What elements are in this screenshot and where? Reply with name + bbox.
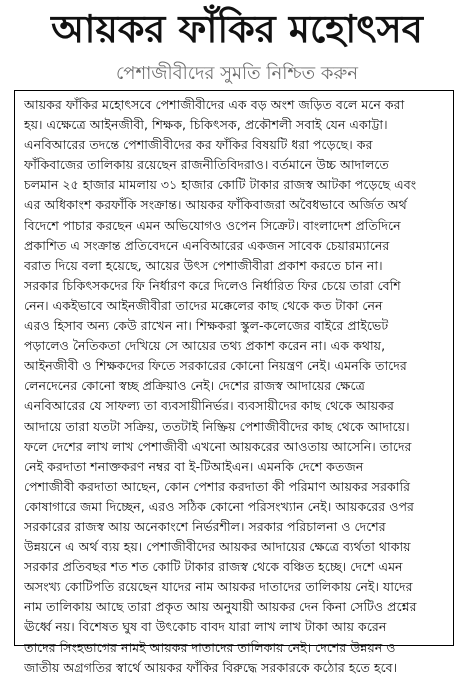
article-body-line: কোষাগারে জমা দিচ্ছেন, এরও সঠিক কোনো পরিসংখ্যান নেই। আয়করের ওপর xyxy=(24,498,414,514)
article-body-line: লেনদেনের কোনো স্বচ্ছ প্রক্রিয়াও নেই। দেশের রাজস্ব আদায়ের ক্ষেত্রে xyxy=(24,378,365,394)
article-body-line: এনবিআরের যে সাফল্য তা ব্যবসায়ীনির্ভর। ব্যবসায়ীদের কাছ থেকে আয়কর xyxy=(24,398,394,414)
article-body-line: আইনজীবী ও শিক্ষকদের ফিতে সরকারের কোনো নিয়ন্ত্রণ নেই। এমনকি তাদের xyxy=(24,358,407,374)
article-body-line: পেশাজীবী করদাতা আছেন, কোন পেশার করদাতা কী পরিমাণ আয়কর সরকারি xyxy=(24,478,411,494)
article-body-line: চলমান ২৫ হাজার মামলায় ৩১ হাজার কোটি টাকার রাজস্ব আটকা পড়েছে এবং xyxy=(24,177,417,193)
article-body-line: পড়ালেও নৈতিকতা দেখিয়ে সে আয়ের তথ্য প্রকাশ করেন না। এক কথায়, xyxy=(24,338,386,354)
article-body-line: ঊর্ধ্বে নয়। বিশেষত ঘুষ বা উৎকোচ বাবদ যারা লাখ লাখ টাকা আয় করেন xyxy=(24,619,387,635)
article-body-line: ফাঁকিবাজের তালিকায় রয়েছেন রাজনীতিবিদরাও। বর্তমানে উচ্চ আদালতে xyxy=(24,157,389,173)
article-body-line: আদায়ে তারা যতটা সক্রিয়, ততটাই নিষ্ক্রিয় পেশাজীবীদের কাছ থেকে আদায়ে। xyxy=(24,418,410,434)
article-body-line: সরকারের রাজস্ব আয় অনেকাংশে নির্ভরশীল। সরকার পরিচালনা ও দেশের xyxy=(24,518,386,534)
article-body-line: তাদের সিংহভাগের নামই আয়কর দাতাদের তালিকায় নেই। দেশের উন্নয়ন ও xyxy=(24,639,396,655)
article-body-line: নেই করদাতা শনাক্তকরণ নম্বর বা ই-টিআইএন। এমনকি দেশে কতজন xyxy=(24,458,364,474)
article-body-line: নেন। একইভাবে আইনজীবীরা তাদের মক্কেলের কাছ থেকে কত টাকা নেন xyxy=(24,297,383,313)
article-body-line: এনবিআরের তদন্তে পেশাজীবীদের কর ফাঁকির বিষয়টি ধরা পড়েছে। কর xyxy=(24,137,373,153)
article-headline: আয়কর ফাঁকির মহোৎসব xyxy=(51,6,423,51)
article-subheadline: পেশাজীবীদের সুমতি নিশ্চিত করুন xyxy=(115,63,359,84)
article-body-line: সরকার প্রতিবছর শত শত কোটি টাকার রাজস্ব থেকে বঞ্চিত হচ্ছে। দেশে এমন xyxy=(24,559,403,575)
article-body-line: সরকার চিকিৎসকদের ফি নির্ধারণ করে দিলেও নির্ধারিত ফির চেয়ে তারা বেশি xyxy=(24,277,401,293)
article-body-line: অসংখ্য কোটিপতি রয়েছেন যাদের নাম আয়কর দাতাদের তালিকায় নেই। যাদের xyxy=(24,579,413,595)
article-body-line: বরাত দিয়ে বলা হয়েছে, আয়ের উৎস পেশাজীবীরা প্রকাশ করতে চান না। xyxy=(24,257,383,273)
article-body-line: প্রকাশিত এ সংক্রান্ত প্রতিবেদনে এনবিআরের একজন সাবেক চেয়ারম্যানের xyxy=(24,237,390,253)
article-body-line: নাম তালিকায় আছে তারা প্রকৃত আয় অনুযায়ী আয়কর দেন কিনা সেটিও প্রশ্নের xyxy=(24,599,417,615)
article-body-line: আয়কর ফাঁকির মহোৎসবে পেশাজীবীদের এক বড় অংশ জড়িত বলে মনে করা xyxy=(24,97,405,112)
article-body xyxy=(24,95,448,678)
article-body-line: বিদেশে পাচার করছেন এমন অভিযোগও ওপেন সিক্রেট। বাংলাদেশ প্রতিদিনে xyxy=(24,217,401,233)
article-body-line: হয়। এক্ষেত্রে আইনজীবী, শিক্ষক, চিকিৎসক, প্রকৌশলী সবাই যেন একাট্টা। xyxy=(24,117,388,133)
article-body-line: জাতীয় অগ্রগতির স্বার্থে আয়কর ফাঁকির বিরুদ্ধে সরকারকে কঠোর হতে হবে। xyxy=(24,659,398,675)
article-body-line: এর অধিকাংশ করফাঁকি সংক্রান্ত। আয়কর ফাঁকিবাজরা অবৈধভাবে অর্জিত অর্থ xyxy=(24,197,407,213)
article-body-line: এরও হিসাব অন্য কেউ রাখেন না। শিক্ষকরা স্কুল-কলেজের বাইরে প্রাইভেট xyxy=(24,318,389,334)
article-body-line: উন্নয়নে এ অর্থ ব্যয় হয়। পেশাজীবীদের আয়কর আদায়ের ক্ষেত্রে ব্যর্থতা থাকায় xyxy=(24,539,411,555)
article-body-line: ফলে দেশের লাখ লাখ পেশাজীবী এখনো আয়করের আওতায় আসেনি। তাদের xyxy=(24,438,412,454)
